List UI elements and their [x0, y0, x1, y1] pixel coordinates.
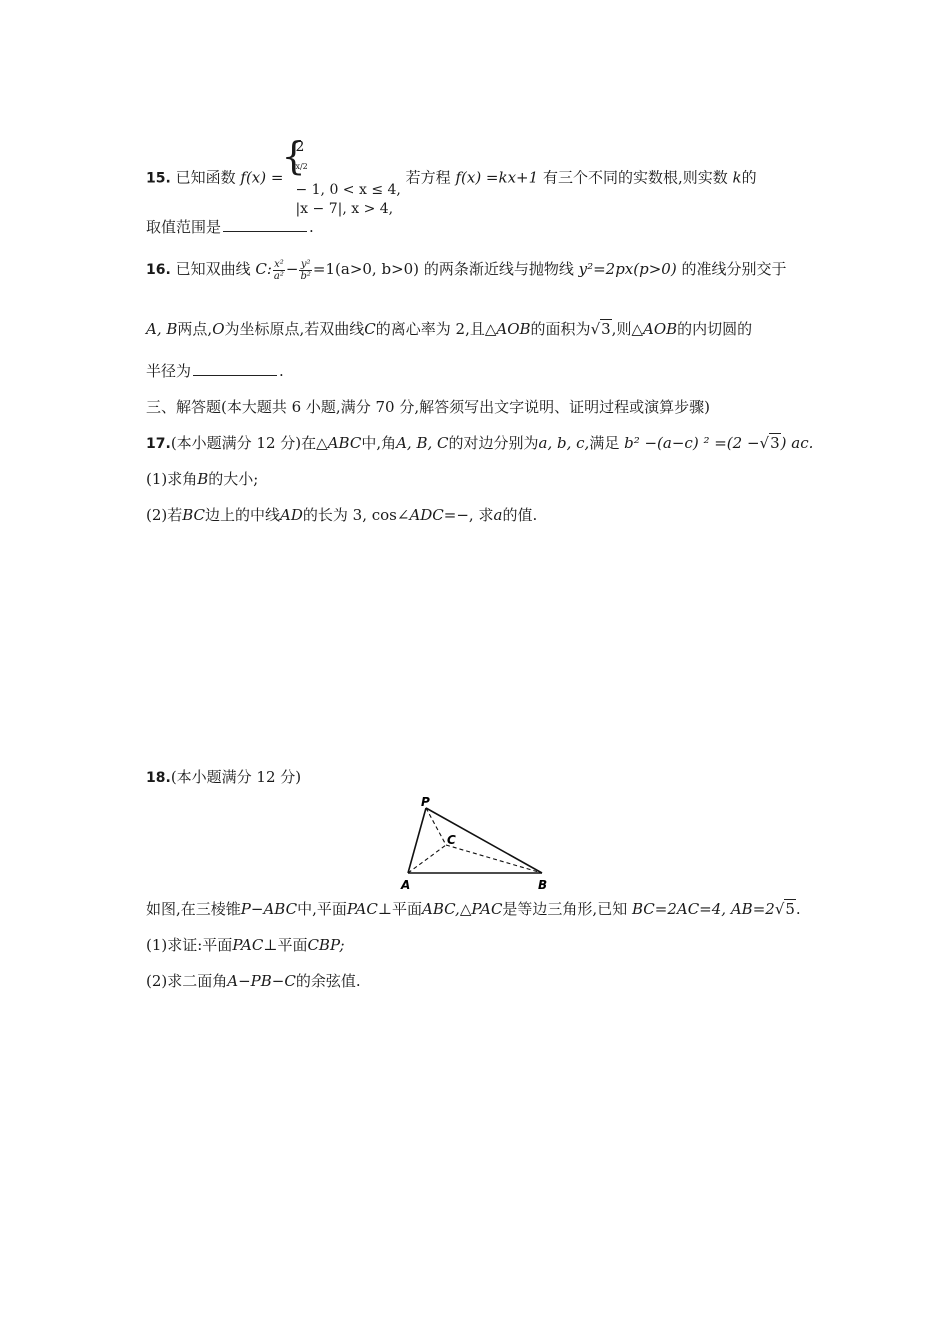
sqrt-3: 3 — [601, 320, 611, 338]
label-C: C — [447, 833, 456, 847]
q16-line2: A, B两点,O为坐标原点,若双曲线C的离心率为 2,且△AOB的面积为√3,则△AOB的内切圆的 — [146, 320, 753, 338]
q18-part1: (1)求证:平面PAC⊥平面CBP; — [146, 936, 345, 954]
sqrt-3-q17: 3 — [770, 434, 780, 452]
q15-line2: 取值范围是 . — [146, 218, 314, 236]
answer-blank — [223, 217, 307, 232]
q15-line1 — [146, 138, 757, 219]
edge-PA — [408, 808, 426, 873]
edge-AC — [408, 845, 446, 873]
q15-k: k — [732, 168, 742, 187]
q16-line1: 16. 已知双曲线 C: $\frac{\text{x²}}{\text{a²}}$ − $\frac{\text{y²}}{\text{b²}}$ =1(a>0, b>0) 的两条渐近线与抛物线 y²=2px(p>0) 的准线分别交于 — [146, 258, 787, 282]
q15-text: 已知函数 — [175, 168, 236, 187]
section-heading: 三、解答题(本大题共 6 小题,满分 70 分,解答须写出文字说明、证明过程或演算步骤) — [146, 398, 710, 416]
q15-text3: 有三个不同的实数根,则实数 — [542, 168, 728, 187]
q15-fx: f(x) = — [240, 168, 284, 187]
tetrahedron-figure — [396, 795, 556, 893]
fraction-y2-b2: $\frac{\text{y²}}{\text{b²}}$ — [300, 258, 311, 282]
q18-part2: (2)求二面角A−PB−C的余弦值. — [146, 972, 361, 990]
q15-number: 15. — [146, 170, 171, 187]
label-A: A — [401, 878, 411, 892]
label-B: B — [538, 878, 548, 892]
q16-number: 16. — [146, 262, 171, 278]
q18-line1: 18.(本小题满分 12 分) — [146, 768, 302, 786]
q17-part1: (1)求角B的大小; — [146, 470, 259, 488]
label-P: P — [421, 795, 430, 809]
q18-line2: 如图,在三棱锥P−ABC中,平面PAC⊥平面ABC,△PAC是等边三角形,已知 BC=2AC=4, AB=2√5. — [146, 900, 801, 918]
q15-eq: f(x) =kx+1 — [455, 168, 539, 187]
piece-2: |x − 7|, x > 4, — [295, 200, 394, 217]
answer-blank-16 — [193, 361, 277, 376]
q15-text2: 若方程 — [405, 168, 451, 187]
q16-line3: 半径为 . — [146, 362, 284, 380]
fraction-x2-a2: $\frac{\text{x²}}{\text{a²}}$ — [273, 258, 284, 282]
q17-number: 17. — [146, 436, 171, 452]
piecewise-function — [285, 138, 400, 219]
edge-CB — [446, 845, 542, 873]
sqrt-5: 5 — [785, 900, 795, 918]
q17-part2: (2)若BC边上的中线AD的长为 3, cos∠ADC=−, 求a的值. — [146, 506, 538, 524]
q18-number: 18. — [146, 770, 171, 786]
q17-line1: 17.(本小题满分 12 分)在△ABC中,角A, B, C的对边分别为a, b, c,满足 b² −(a−c) ² =(2 −√3) ac. — [146, 434, 814, 452]
piece-1: { 2 $^{x/2}$ − 1, 0 < x ≤ 4, — [295, 139, 401, 198]
q15-text4: 的 — [741, 168, 757, 187]
